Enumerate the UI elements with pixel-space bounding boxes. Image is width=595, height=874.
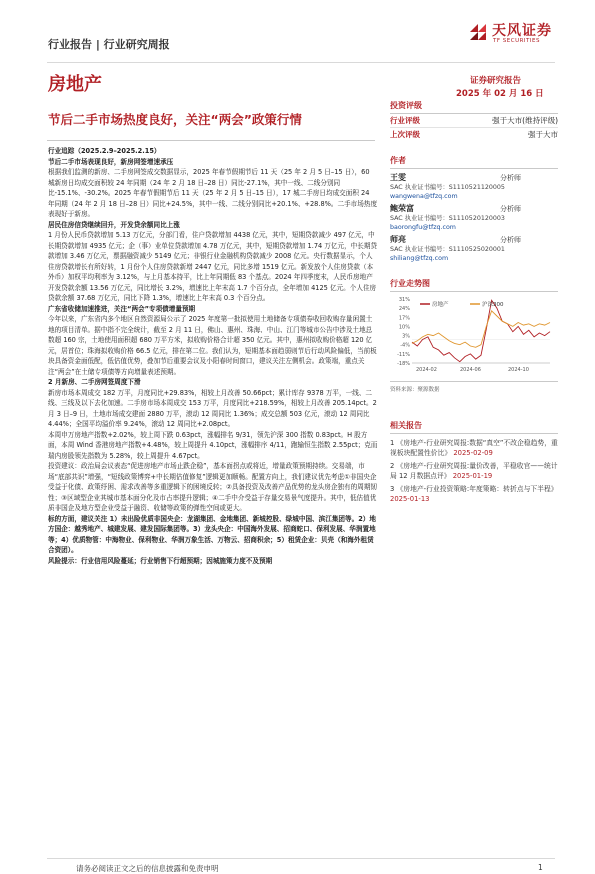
body-paragraph: 今年以来，广东省内多个地区自然资源局公示了 2025 年度第一批拟使用土地储备专项债券收回收购存量闲置土地的项目清单。据中指不完全统计，截至 2 月 11 日，佛山、惠州、珠海、中山、江门等城市公告中涉及土地总数超 160 宗，土地使用面积超 680 万平方米，拟收购价格合计超 350 亿元。其中，惠州拟收购价格超 120 亿元，居首位；珠海拟收购价格 66.5 亿元，排在第二位。我们认为，短期基本面趋弱则节后行动风险偏低，当前板块具备资金面低配，低估值优势，叠加节后重要会议及小阳春时间窗口，建议关注左侧机会。政策端，重点关注“两会”在土储专项债等方向增量表述预期。 (48, 315, 377, 376)
section-heading: 2 月新房、二手房网签周度下滑 (48, 378, 141, 386)
legend-label: 沪深300 (482, 302, 504, 308)
industry-rating-label: 行业评级 (390, 116, 420, 125)
report-category: 行业报告 | 行业研究周报 (48, 38, 170, 51)
report-type: 证券研究报告 (470, 76, 522, 86)
author-cert: SAC 执业证书编号：S1110521120005 (390, 184, 505, 191)
related-heading: 相关报告 (390, 420, 558, 434)
header-divider (47, 62, 555, 63)
industry-rating-row (390, 114, 558, 128)
related-report-title[interactable]: 3 《房地产-行业投资策略:年度策略：转折点与下半程》 (390, 485, 558, 493)
related-panel (390, 420, 558, 507)
company-logo (468, 20, 558, 50)
legend-label: 房地产 (432, 302, 449, 308)
body-paragraph: 根据我们监测的新房、二手房网签成交数据显示，2025 年春节假期节后 11 天（25 年 2 月 5 日–15 日），60 城新房日均成交面积较 24 年同期（24 年 2 月 18 日–28 日）同比-27.1%，其中一线、二线分别同比-15.1%、-30.2%。2025 年春节假期节后 11 天（25 年 2 月 5 日–15 日），17 城二手房日均成交面积 24 年同期（24 年 2 月 18 日–28 日）同比+24.5%，其中一线、二线分别同比+20.1%、+28.8%。二手市场热度表现好于新房。 (48, 168, 378, 218)
author-email[interactable]: wangwena@tfzq.com (390, 193, 458, 200)
author-title: 分析师 (500, 236, 521, 244)
x-tick-label: 2024-02 (416, 367, 437, 373)
author-name: 师亮 (390, 235, 406, 244)
y-tick-label: -11% (397, 351, 410, 358)
author-email[interactable]: shiliang@tfzq.com (390, 255, 449, 262)
y-tick-label: -18% (397, 361, 410, 367)
report-date: 2025 年 02 月 16 日 (456, 89, 544, 99)
related-report[interactable] (390, 438, 558, 458)
y-tick-label: -4% (400, 342, 410, 349)
author-entry (390, 235, 558, 263)
related-report-title[interactable]: 1 《房地产-行业研究周报:数据“真空”不改企稳趋势，重视板块配置性价比》 (390, 439, 558, 457)
logo-text-en: TF SECURITIES (493, 38, 540, 44)
authors-panel (390, 155, 558, 266)
author-title: 分析师 (500, 174, 521, 182)
section-heading: 居民住房信贷继续回升，开发贷余额同比上涨 (48, 220, 180, 229)
trend-chart (390, 295, 558, 375)
related-report-date: 2025-01-19 (450, 472, 493, 480)
footer-disclaimer: 请务必阅读正文之后的信息披露和免责申明 (76, 864, 219, 873)
related-report[interactable] (390, 461, 558, 481)
trend-panel (390, 278, 558, 393)
last-rating-row (390, 128, 558, 141)
authors-heading: 作者 (390, 155, 558, 169)
y-tick-label: 31% (398, 297, 410, 303)
related-list (390, 438, 558, 504)
report-body (48, 146, 378, 566)
industry-rating-value: 强于大市(维持评级) (492, 116, 558, 125)
section-heading: 标的方面，建议关注 1）未出险优质非国央企：龙湖集团、金地集团、新城控股、绿城中国、滨江集团等。2）地方国企：越秀地产、城建发展、建发国际集团等。3）龙头央企：中国海外发展、招商蛇口、保利发展、华润置地等；4）优质物管：中海物业、保利物业、华润万象生活、万物云、招商积余；5）租赁企业：贝壳（和海外租赁合资团）。 (48, 514, 376, 554)
footer-divider (47, 858, 555, 859)
related-report-title[interactable]: 2 《房地产-行业研究周报:量价改善，平稳收官——统计局 12 月数据点评》 (390, 462, 558, 480)
body-paragraph: 1 月份人民币贷款增加 5.13 万亿元，分部门看，住户贷款增加 4438 亿元，其中，短期贷款减少 497 亿元，中长期贷款增加 4935 亿元；企（事）业单位贷款增加 4.78 万亿元，其中，短期贷款增加 1.74 万亿元，中长期贷款增加 3.46 万亿元，票据融资减少 5149 亿元；非银行业金融机构贷款减少 2008 亿元。央行数据显示，个人住房贷款增长有所好转，1 月份个人住房贷款新增 2447 亿元，同比多增 1519 亿元。新发放个人住房贷款（本外币）加权平均利率为 3.12%，与上月基本持平，比上年同期低 83 个基点。2024 年四季度末，人民币房地产开发贷款余额 13.56 万亿元，同比增长 3.2%，增速比上年末高 1.7 个百分点，全年增加 4125 亿元。个人住房贷款余额 37.68 万亿元，同比下降 1.3%，增速比上年末高 0.3 个百分点。 (48, 231, 378, 302)
last-rating-value: 强于大市 (528, 130, 558, 139)
section-heading: 风险提示：行业信用风险蔓延；行业销售下行超预期；因城施策力度不及预期 (48, 556, 273, 565)
body-paragraph: 新房市场本周成交 182 万平，月度同比+29.83%，相较上月改善 50.66pct；累计库存 9378 万平，一线、二线、三线及以下去化加速。二手房市场本周成交 153 万平，月度同比+218.59%，相较上月改善 205.14pct。2 月 3 日–9 日，土地市场成交建面 2880 万平，滚动 12 周同比 1.36%；成交总额 503 亿元，滚动 12 周同比 4.44%；全国平均溢价率 9.24%，滚动 12 周同比+2.08pct。 (48, 388, 377, 428)
section-heading: 广东省收储加速推进，关注“两会”专项债增量预期 (48, 304, 196, 313)
author-title: 分析师 (500, 205, 521, 213)
rating-panel (390, 100, 558, 141)
logo-mark-icon (468, 22, 488, 42)
y-tick-label: 24% (398, 306, 410, 313)
section-heading: 行业追踪（2025.2.9–2025.2.15） (48, 147, 161, 155)
body-paragraph: 本周申万房地产指数+2.02%，较上周下跌 0.63pct，涨幅排名 9/31，领先沪深 300 指数 0.83pct。H 股方面，本周 Wind 香港房地产指数+4.48%，较上周提升 4.10pct，涨幅排序 4/11，跑输恒生指数 2.55pct；克而瑞内房股领先指数为 5.28%，较上周提升 4.67pct。 (48, 430, 378, 460)
author-entry (390, 204, 558, 232)
author-name: 王雯 (390, 173, 406, 182)
sector-title: 房地产 (48, 74, 102, 95)
series-line (412, 300, 550, 361)
x-tick-label: 2024-10 (508, 367, 529, 373)
trend-heading: 行业走势图 (390, 278, 558, 292)
section-heading: 节后二手市场表现良好，新房网签增速承压 (48, 157, 174, 166)
related-report-date: 2025-01-13 (390, 495, 430, 503)
author-list (390, 173, 558, 263)
title-divider (47, 140, 375, 141)
author-cert: SAC 执业证书编号：S1110525020001 (390, 246, 505, 253)
author-cert: SAC 执业证书编号：S1110520120003 (390, 215, 505, 222)
rating-heading: 投资评级 (390, 100, 558, 114)
author-email[interactable]: baorongfu@tfzq.com (390, 224, 456, 231)
related-report-date: 2025-02-09 (451, 449, 493, 457)
page-number: 1 (538, 863, 543, 872)
logo-text: 天风证券 (492, 23, 552, 39)
series-line (412, 311, 550, 348)
body-paragraph: 投资建议：政治局会议表态“促进房地产市场止跌企稳”，基本面拐点或将近，增量政策预期持续。交易端，市场“底部共识”增强，“短线政策博弈+中长期估值修复”逻辑更加顺畅。配置方向上，我们建议优先考虑①非国央企受益于化债、政策纾困、需求改善等多重逻辑下的困境反转；②具备投资及改善产品优势的龙头房企独有的周期韧性；③区域型企业其城市基本面分化及市占率提升逻辑；④二手中介受益于存量交易景气度提升。其中，低估值优质非国企及地方型企业受益于融资、收储等政策的弹性空间或更大。 (48, 462, 378, 512)
last-rating-label: 上次评级 (390, 130, 420, 139)
author-name: 鲍荣富 (390, 204, 414, 213)
report-title: 节后二手市场热度良好，关注“两会”政策行情 (48, 112, 302, 127)
x-tick-label: 2024-06 (460, 367, 481, 373)
y-tick-label: 10% (398, 324, 410, 331)
author-entry (390, 173, 558, 201)
related-report[interactable] (390, 484, 558, 504)
y-tick-label: 17% (398, 315, 410, 322)
y-tick-label: 3% (402, 333, 410, 340)
chart-source: 资料来源：聚源数据 (390, 381, 558, 393)
